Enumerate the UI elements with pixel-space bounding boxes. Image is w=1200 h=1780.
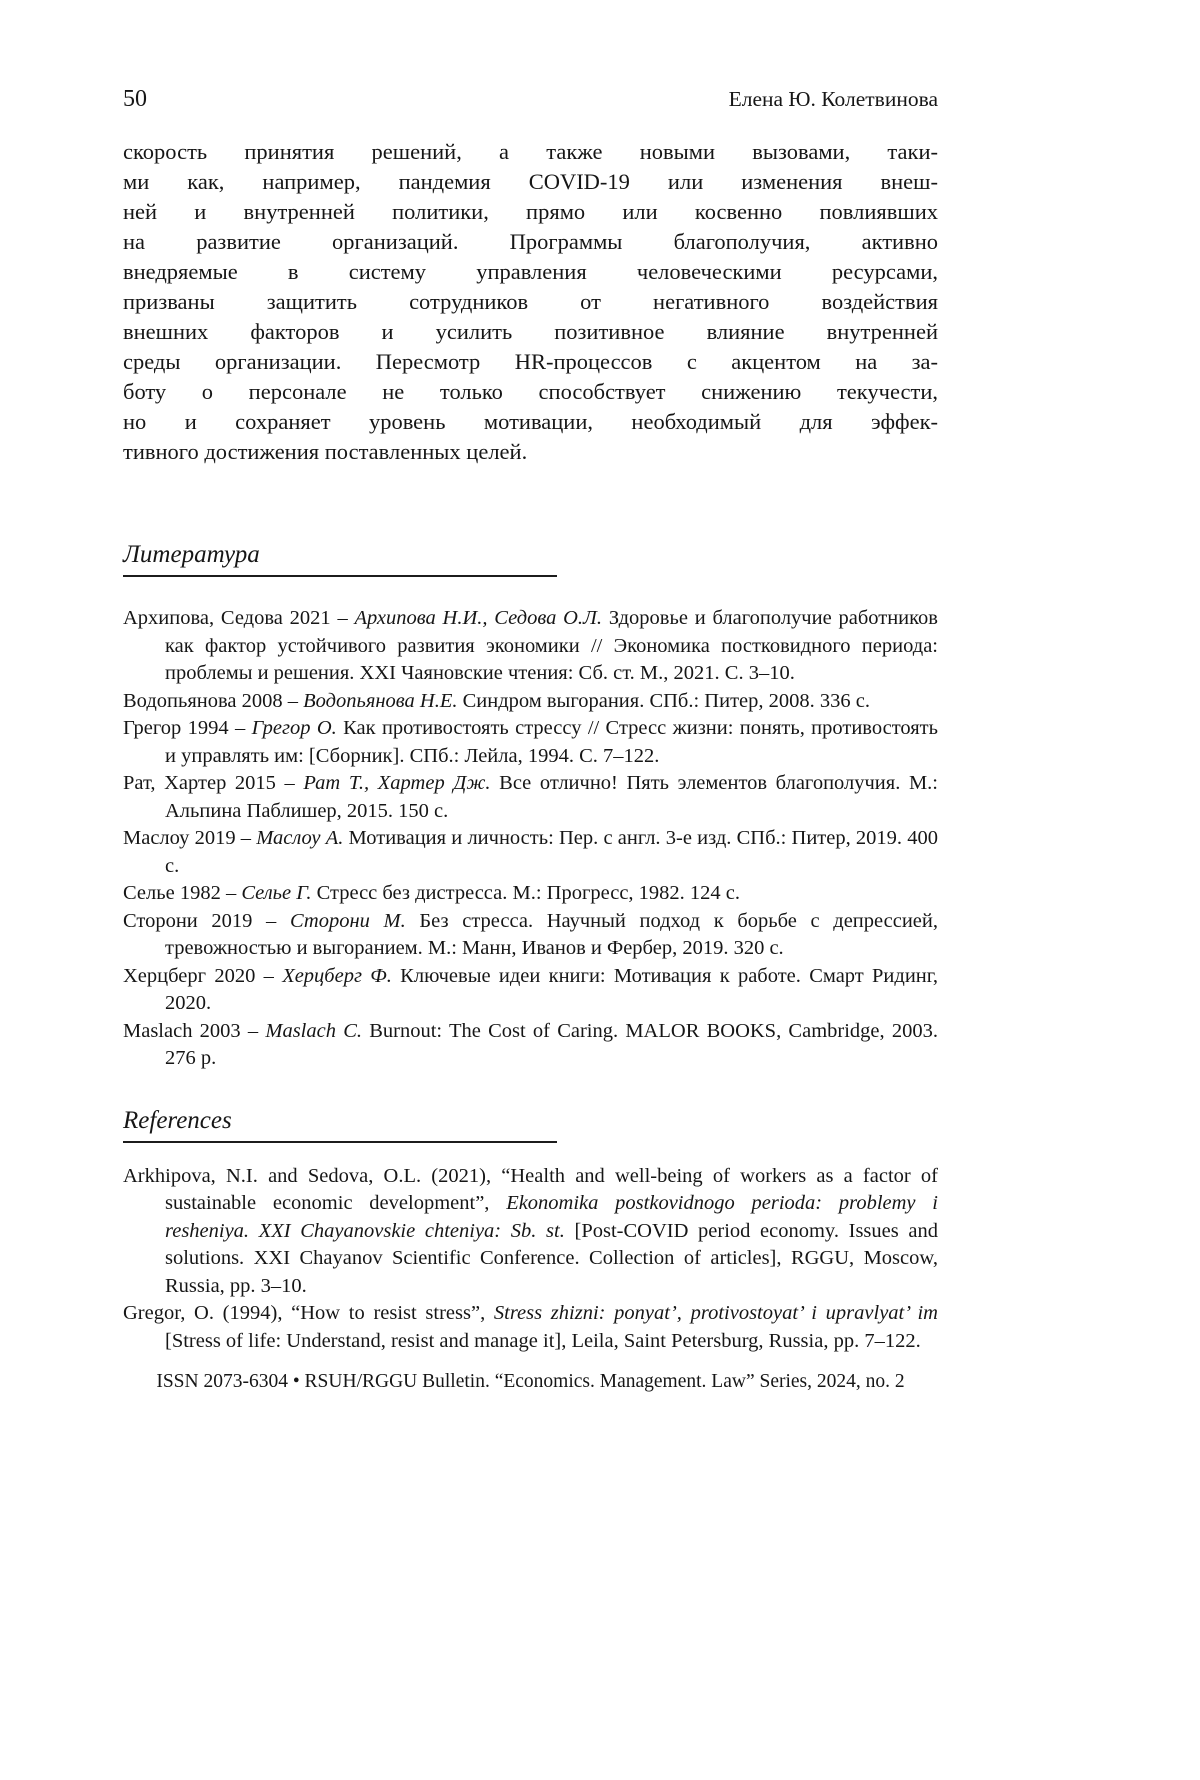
literature-list — [123, 605, 938, 1073]
page-footer: ISSN 2073-6304 • RSUH/RGGU Bulletin. “Economics. Management. Law” Series, 2024, no. 2 — [156, 1371, 905, 1392]
reference-entry — [123, 908, 938, 963]
literature-heading-rule — [123, 575, 557, 577]
reference-text-segment: Архипова, Седова 2021 – — [123, 607, 355, 629]
reference-italic-segment: Сторони М. — [289, 909, 406, 932]
reference-entry — [123, 770, 938, 825]
reference-italic-segment: Херцберг Ф. — [282, 964, 392, 987]
reference-entry — [123, 1300, 938, 1355]
reference-text-segment: Без стресса. Научный подход к борьбе с депрессией, тревожностью и выгоранием. М.: Манн, Иванов и Фербер, 2019. 320 с. — [165, 909, 938, 959]
reference-italic-segment: Maslach C. — [265, 1019, 362, 1042]
reference-entry — [123, 1018, 938, 1073]
body-line: ми как, например, пандемия COVID-19 или изменения внеш- — [123, 169, 938, 194]
reference-entry — [123, 825, 938, 880]
reference-italic-segment: Ekonomika postkovidnogo perioda: problemy i resheniya. XXI Chayanovskie chteniya: Sb. st. — [165, 1192, 938, 1242]
reference-text-segment: Мотивация и личность: Пер. с англ. 3-е изд. СПб.: Питер, 2019. 400 с. — [165, 827, 939, 877]
reference-entry — [123, 963, 938, 1018]
reference-text-segment: Грегор 1994 – — [123, 717, 252, 739]
reference-entry — [123, 1163, 938, 1301]
literature-heading: Литература — [123, 541, 260, 568]
body-line: но и сохраняет уровень мотивации, необходимый для эффек- — [123, 409, 938, 434]
reference-italic-segment: Грегор О. — [251, 717, 337, 739]
body-line: ней и внутренней политики, прямо или косвенно повлиявших — [123, 199, 938, 224]
reference-text-segment: Gregor, O. (1994), “How to resist stress”, — [123, 1302, 494, 1324]
reference-text-segment: Все отлично! Пять элементов благополучия. М.: Альпина Паблишер, 2015. 150 с. — [165, 772, 938, 822]
references-heading: References — [123, 1106, 232, 1134]
reference-text-segment: Как противостоять стрессу // Стресс жизни: понять, противостоять и управлять им: [Сборник]. СПб.: Лейла, 1994. С. 7–122. — [165, 717, 938, 767]
reference-text-segment: Селье 1982 – — [123, 882, 242, 904]
body-line: тивного достижения поставленных целей. — [123, 439, 528, 464]
page-number: 50 — [123, 86, 147, 112]
reference-italic-segment: Stress zhizni: ponyat’, protivostoyat’ i upravlyat’ im — [493, 1302, 938, 1324]
reference-italic-segment: Архипова Н.И., Седова О.Л. — [354, 607, 603, 629]
body-line: скорость принятия решений, а также новыми вызовами, таки- — [123, 139, 938, 164]
reference-text-segment: Синдром выгорания. СПб.: Питер, 2008. 336 с. — [457, 689, 870, 712]
reference-text-segment: Херцберг 2020 – — [123, 964, 283, 987]
page-header — [123, 86, 938, 113]
reference-text-segment: Maslach 2003 – — [123, 1019, 266, 1042]
body-line: внешних факторов и усилить позитивное влияние внутренней — [123, 319, 938, 344]
body-paragraph — [123, 137, 938, 467]
body-line: призваны защитить сотрудников от негативного воздействия — [123, 289, 938, 314]
reference-text-segment: [Post-COVID period economy. Issues and solutions. XXI Chayanov Scientific Conference. Collection of articles], RGGU, Moscow, Russia, pp. 3–10. — [165, 1219, 938, 1297]
reference-italic-segment: Маслоу А. — [256, 827, 344, 849]
reference-text-segment: Рат, Хартер 2015 – — [123, 772, 304, 794]
body-line: внедряемые в систему управления человеческими ресурсами, — [123, 259, 938, 284]
reference-text-segment: [Stress of life: Understand, resist and manage it], Leila, Saint Petersburg, Russia, pp. 7–122. — [165, 1329, 921, 1352]
reference-italic-segment: Рат Т., Хартер Дж. — [303, 772, 491, 794]
reference-text-segment: Arkhipova, N.I. and Sedova, O.L. (2021), “Health and well-being of workers as a factor of sustainable economic development”, — [123, 1164, 938, 1214]
body-line: на развитие организаций. Программы благополучия, активно — [123, 229, 938, 254]
reference-text-segment: Ключевые идеи книги: Мотивация к работе. Смарт Ридинг, 2020. — [165, 964, 938, 1014]
reference-text-segment: Стресс без дистресса. М.: Прогресс, 1982. 124 с. — [311, 882, 741, 904]
reference-entry — [123, 688, 938, 716]
reference-text-segment: Водопьянова 2008 – — [123, 689, 304, 712]
references-heading-rule — [123, 1141, 557, 1143]
reference-text-segment: Здоровье и благополучие работников как фактор устойчивого развития экономики // Экономика постковидного периода: проблемы и решения. XXI Чаяновские чтения: Сб. ст. М., 2021. С. 3–10. — [165, 607, 938, 684]
reference-entry — [123, 880, 938, 908]
reference-entry — [123, 715, 938, 770]
reference-entry — [123, 605, 938, 688]
reference-text-segment: Сторони 2019 – — [123, 909, 290, 932]
reference-italic-segment: Водопьянова Н.Е. — [303, 689, 458, 712]
references-list — [123, 1163, 938, 1356]
body-line: боту о персонале не только способствует снижению текучести, — [123, 379, 938, 404]
reference-italic-segment: Селье Г. — [241, 882, 312, 904]
body-line: среды организации. Пересмотр HR-процессов с акцентом на за- — [123, 349, 938, 374]
reference-text-segment: Burnout: The Cost of Caring. MALOR BOOKS, Cambridge, 2003. 276 p. — [165, 1019, 938, 1069]
reference-text-segment: Маслоу 2019 – — [123, 827, 257, 849]
running-head: Елена Ю. Колетвинова — [728, 87, 938, 111]
